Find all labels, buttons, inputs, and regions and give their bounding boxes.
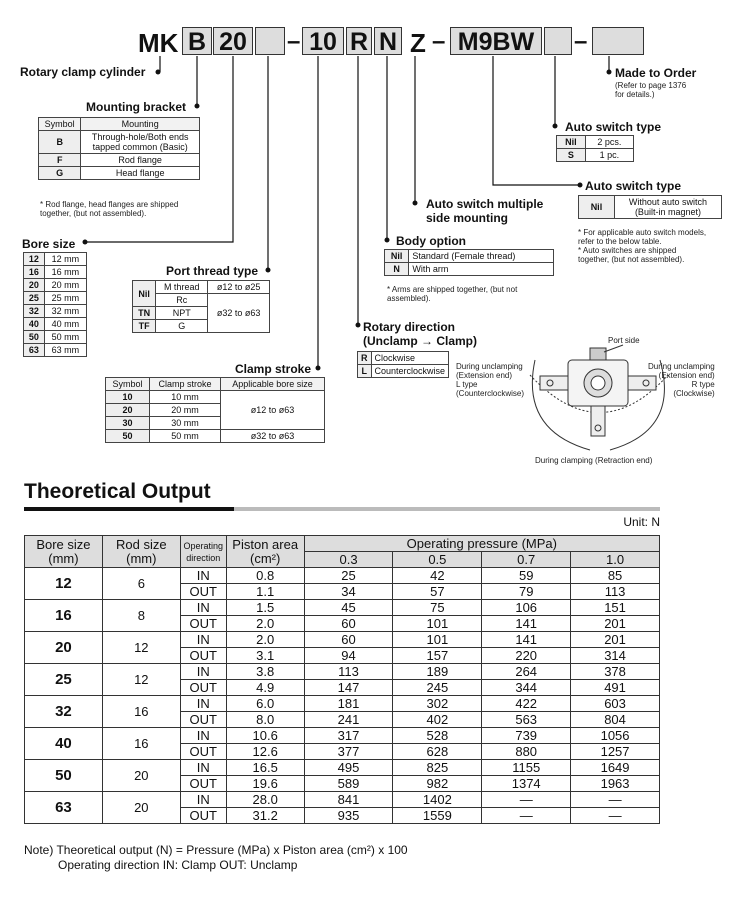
table-row	[25, 568, 660, 584]
output-cell: 739	[482, 728, 571, 744]
symbol-cell: Nil	[557, 136, 586, 149]
area-cell: 1.1	[226, 584, 304, 600]
output-cell: 1963	[571, 776, 660, 792]
range-cell: ø12 to ø63	[221, 391, 325, 430]
direction-cell: IN	[180, 696, 226, 712]
output-cell: 157	[393, 648, 482, 664]
area-cell: 12.6	[226, 744, 304, 760]
table-row	[25, 696, 660, 712]
symbol-cell: 50	[24, 331, 45, 344]
rod-cell: 16	[102, 728, 180, 760]
rod-cell: 12	[102, 632, 180, 664]
column-header: Bore size (mm)	[25, 536, 103, 568]
bore-cell: 20	[25, 632, 103, 664]
table-row	[25, 728, 660, 744]
auto-switch-type-table	[578, 195, 722, 219]
range-cell: ø32 to ø63	[221, 430, 325, 443]
output-cell: 34	[304, 584, 393, 600]
port-side-label: Port side	[608, 336, 640, 345]
rod-cell: 8	[102, 600, 180, 632]
output-cell: 402	[393, 712, 482, 728]
rotary-clamp-label: Rotary clamp cylinder	[20, 65, 146, 79]
symbol-cell: N	[385, 263, 409, 276]
auto-switch-count-label: Auto switch type	[565, 120, 662, 134]
output-cell: 101	[393, 632, 482, 648]
output-cell: 1257	[571, 744, 660, 760]
r-type-label: During unclamping (Extension end) R type (Clockwise)	[648, 362, 715, 398]
body-cell: With arm	[409, 263, 554, 276]
direction-cell: OUT	[180, 712, 226, 728]
output-cell: 982	[393, 776, 482, 792]
mounting-cell: Through-hole/Both ends tapped common (Basic)	[81, 131, 200, 154]
title-rule	[234, 507, 660, 511]
direction-cell: IN	[180, 632, 226, 648]
bore-table	[23, 252, 87, 357]
output-cell: 141	[482, 632, 571, 648]
output-cell: 220	[482, 648, 571, 664]
column-header: Symbol	[39, 118, 81, 131]
output-cell: 113	[304, 664, 393, 680]
multi-mount-code: Z	[410, 28, 426, 58]
output-cell: 377	[304, 744, 393, 760]
body-code-box: N	[374, 27, 402, 55]
symbol-cell: TN	[133, 307, 156, 320]
output-cell: 528	[393, 728, 482, 744]
rod-cell: 12	[102, 664, 180, 696]
output-cell: 589	[304, 776, 393, 792]
pressure-header: 1.0	[571, 552, 660, 568]
area-cell: 28.0	[226, 792, 304, 808]
table-row	[25, 792, 660, 808]
pressure-header: 0.7	[482, 552, 571, 568]
area-cell: 16.5	[226, 760, 304, 776]
symbol-cell: 16	[24, 266, 45, 279]
output-cell: 825	[393, 760, 482, 776]
output-cell: 1402	[393, 792, 482, 808]
direction-cell: IN	[180, 568, 226, 584]
direction-cell: IN	[180, 792, 226, 808]
output-cell: 563	[482, 712, 571, 728]
table-row	[25, 600, 660, 616]
column-header: Piston area (cm²)	[226, 536, 304, 568]
stroke-cell: 20 mm	[149, 404, 220, 417]
bore-size-label: Bore size	[22, 237, 76, 251]
output-cell: 1559	[393, 808, 482, 824]
bore-cell: 25	[25, 664, 103, 696]
bore-cell: 32 mm	[44, 305, 86, 318]
output-cell: 201	[571, 616, 660, 632]
switch-count-cell: 2 pcs.	[585, 136, 633, 149]
output-cell: 147	[304, 680, 393, 696]
output-cell: 59	[482, 568, 571, 584]
output-cell: 94	[304, 648, 393, 664]
output-cell: 422	[482, 696, 571, 712]
made-to-order-note: (Refer to page 1376 for details.)	[615, 81, 687, 99]
column-header: Applicable bore size	[221, 378, 325, 391]
port-cell: Rc	[156, 294, 208, 307]
mounting-code-box: B	[182, 27, 212, 55]
symbol-cell: F	[39, 154, 81, 167]
symbol-cell: Nil	[385, 250, 409, 263]
column-header: Operating pressure (MPa)	[304, 536, 659, 552]
area-cell: 31.2	[226, 808, 304, 824]
area-cell: 10.6	[226, 728, 304, 744]
range-cell: ø32 to ø63	[208, 294, 270, 333]
bore-cell: 50	[25, 760, 103, 792]
output-cell: 189	[393, 664, 482, 680]
unit-label: Unit: N	[623, 515, 660, 529]
rotary-direction-label: Rotary direction (Unclamp → Clamp)	[363, 320, 478, 348]
column-header: Rod size (mm)	[102, 536, 180, 568]
output-note: Note) Theoretical output (N) = Pressure (MPa) x Piston area (cm²) x 100	[24, 843, 408, 857]
bore-cell: 50 mm	[44, 331, 86, 344]
output-cell: 317	[304, 728, 393, 744]
bore-cell: 12 mm	[44, 253, 86, 266]
symbol-cell: Nil	[133, 281, 156, 307]
direction-cell: OUT	[180, 808, 226, 824]
multi-mount-label: Auto switch multiple side mounting	[426, 197, 544, 225]
body-option-table	[384, 249, 554, 276]
output-cell: 880	[482, 744, 571, 760]
area-cell: 2.0	[226, 632, 304, 648]
output-cell: 1649	[571, 760, 660, 776]
output-cell: 45	[304, 600, 393, 616]
stroke-cell: 50 mm	[149, 430, 220, 443]
pressure-header: 0.5	[393, 552, 482, 568]
direction-cell: IN	[180, 728, 226, 744]
output-cell: —	[571, 808, 660, 824]
output-cell: 25	[304, 568, 393, 584]
output-cell: 491	[571, 680, 660, 696]
mounting-table	[38, 117, 200, 180]
direction-cell: IN	[180, 760, 226, 776]
bore-code-box: 20	[213, 27, 253, 55]
symbol-cell: 20	[24, 279, 45, 292]
column-header: Mounting	[81, 118, 200, 131]
symbol-cell: S	[557, 149, 586, 162]
switch-code-box: M9BW	[450, 27, 542, 55]
output-cell: 113	[571, 584, 660, 600]
direction-cell: OUT	[180, 744, 226, 760]
output-cell: 804	[571, 712, 660, 728]
rod-cell: 16	[102, 696, 180, 728]
area-cell: 3.1	[226, 648, 304, 664]
output-cell: 151	[571, 600, 660, 616]
output-cell: 42	[393, 568, 482, 584]
area-cell: 8.0	[226, 712, 304, 728]
output-cell: 241	[304, 712, 393, 728]
symbol-cell: 25	[24, 292, 45, 305]
symbol-cell: B	[39, 131, 81, 154]
symbol-cell: 30	[106, 417, 150, 430]
output-cell: 60	[304, 616, 393, 632]
mounting-cell: Rod flange	[81, 154, 200, 167]
bore-cell: 25 mm	[44, 292, 86, 305]
auto-switch-count-table	[556, 135, 634, 162]
rod-cell: 20	[102, 760, 180, 792]
port-thread-label: Port thread type	[166, 264, 259, 278]
symbol-cell: 10	[106, 391, 150, 404]
bore-cell: 40	[25, 728, 103, 760]
clamp-stroke-label: Clamp stroke	[235, 362, 312, 376]
part-dash: –	[574, 28, 588, 55]
rotary-cell: Clockwise	[371, 352, 449, 365]
part-prefix: MK	[138, 28, 179, 58]
direction-cell: OUT	[180, 584, 226, 600]
output-cell: 181	[304, 696, 393, 712]
rod-cell: 6	[102, 568, 180, 600]
direction-cell: IN	[180, 600, 226, 616]
table-row	[25, 632, 660, 648]
output-note: Operating direction IN: Clamp OUT: Unclamp	[58, 858, 298, 872]
body-option-label: Body option	[396, 234, 466, 248]
symbol-cell: 20	[106, 404, 150, 417]
direction-cell: OUT	[180, 680, 226, 696]
title-rule	[24, 507, 234, 511]
rotary-code-box: R	[346, 27, 372, 55]
output-cell: 79	[482, 584, 571, 600]
area-cell: 4.9	[226, 680, 304, 696]
stroke-cell: 10 mm	[149, 391, 220, 404]
auto-switch-type-label: Auto switch type	[585, 179, 682, 193]
table-row	[25, 760, 660, 776]
clamping-label: During clamping (Retraction end)	[535, 456, 653, 465]
output-cell: 141	[482, 616, 571, 632]
mounting-bracket-label: Mounting bracket	[86, 100, 187, 114]
output-cell: 75	[393, 600, 482, 616]
area-cell: 2.0	[226, 616, 304, 632]
port-cell: M thread	[156, 281, 208, 294]
mounting-cell: Head flange	[81, 167, 200, 180]
port-cell: G	[156, 320, 208, 333]
symbol-cell: 12	[24, 253, 45, 266]
symbol-cell: 50	[106, 430, 150, 443]
symbol-cell: Nil	[579, 196, 615, 219]
table-row	[25, 664, 660, 680]
output-cell: 264	[482, 664, 571, 680]
output-cell: 841	[304, 792, 393, 808]
rotary-direction-table	[357, 351, 449, 378]
output-cell: 495	[304, 760, 393, 776]
symbol-cell: TF	[133, 320, 156, 333]
auto-switch-note: * For applicable auto switch models, refer to the below table. * Auto switches are shipped together, (but not assembled).	[578, 228, 707, 264]
output-cell: 201	[571, 632, 660, 648]
direction-cell: OUT	[180, 616, 226, 632]
rod-cell: 20	[102, 792, 180, 824]
symbol-cell: G	[39, 167, 81, 180]
output-cell: 106	[482, 600, 571, 616]
output-cell: 245	[393, 680, 482, 696]
output-cell: 60	[304, 632, 393, 648]
output-cell: 628	[393, 744, 482, 760]
output-cell: 314	[571, 648, 660, 664]
direction-cell: IN	[180, 664, 226, 680]
stroke-cell: 30 mm	[149, 417, 220, 430]
output-cell: 344	[482, 680, 571, 696]
output-cell: 1155	[482, 760, 571, 776]
column-header: Operating direction	[180, 536, 226, 568]
bore-cell: 40 mm	[44, 318, 86, 331]
output-cell: 603	[571, 696, 660, 712]
bore-cell: 16	[25, 600, 103, 632]
made-to-order-label: Made to Order	[615, 66, 697, 80]
output-cell: 1056	[571, 728, 660, 744]
symbol-cell: 40	[24, 318, 45, 331]
area-cell: 6.0	[226, 696, 304, 712]
rotary-cell: Counterclockwise	[371, 365, 449, 378]
area-cell: 3.8	[226, 664, 304, 680]
output-cell: 85	[571, 568, 660, 584]
output-cell: 935	[304, 808, 393, 824]
direction-cell: OUT	[180, 776, 226, 792]
bore-cell: 32	[25, 696, 103, 728]
body-option-note: * Arms are shipped together, (but not assembled).	[387, 285, 518, 303]
symbol-cell: R	[358, 352, 372, 365]
part-dash: –	[432, 28, 446, 55]
port-thread-table	[132, 280, 270, 333]
part-dash: –	[287, 28, 301, 55]
output-cell: 101	[393, 616, 482, 632]
section-title: Theoretical Output	[24, 480, 211, 503]
output-cell: —	[571, 792, 660, 808]
pressure-header: 0.3	[304, 552, 393, 568]
switch-type-cell: Without auto switch (Built-in magnet)	[614, 196, 721, 219]
output-cell: —	[482, 808, 571, 824]
switch-count-cell: 1 pc.	[585, 149, 633, 162]
output-table	[24, 535, 660, 824]
l-type-label: During unclamping (Extension end) L type (Counterclockwise)	[456, 362, 525, 398]
output-cell: 1374	[482, 776, 571, 792]
bore-cell: 12	[25, 568, 103, 600]
clamp-stroke-table	[105, 377, 325, 443]
output-cell: 378	[571, 664, 660, 680]
mounting-note: * Rod flange, head flanges are shipped together, (but not assembled).	[40, 200, 179, 218]
bore-cell: 63 mm	[44, 344, 86, 357]
port-cell: NPT	[156, 307, 208, 320]
stroke-code-box: 10	[302, 27, 344, 55]
area-cell: 19.6	[226, 776, 304, 792]
bore-cell: 20 mm	[44, 279, 86, 292]
direction-cell: OUT	[180, 648, 226, 664]
column-header: Clamp stroke	[149, 378, 220, 391]
symbol-cell: L	[358, 365, 372, 378]
symbol-cell: 32	[24, 305, 45, 318]
bore-cell: 16 mm	[44, 266, 86, 279]
range-cell: ø12 to ø25	[208, 281, 270, 294]
column-header: Symbol	[106, 378, 150, 391]
bore-cell: 63	[25, 792, 103, 824]
symbol-cell: 63	[24, 344, 45, 357]
area-cell: 0.8	[226, 568, 304, 584]
body-cell: Standard (Female thread)	[409, 250, 554, 263]
output-cell: —	[482, 792, 571, 808]
area-cell: 1.5	[226, 600, 304, 616]
output-cell: 302	[393, 696, 482, 712]
output-cell: 57	[393, 584, 482, 600]
